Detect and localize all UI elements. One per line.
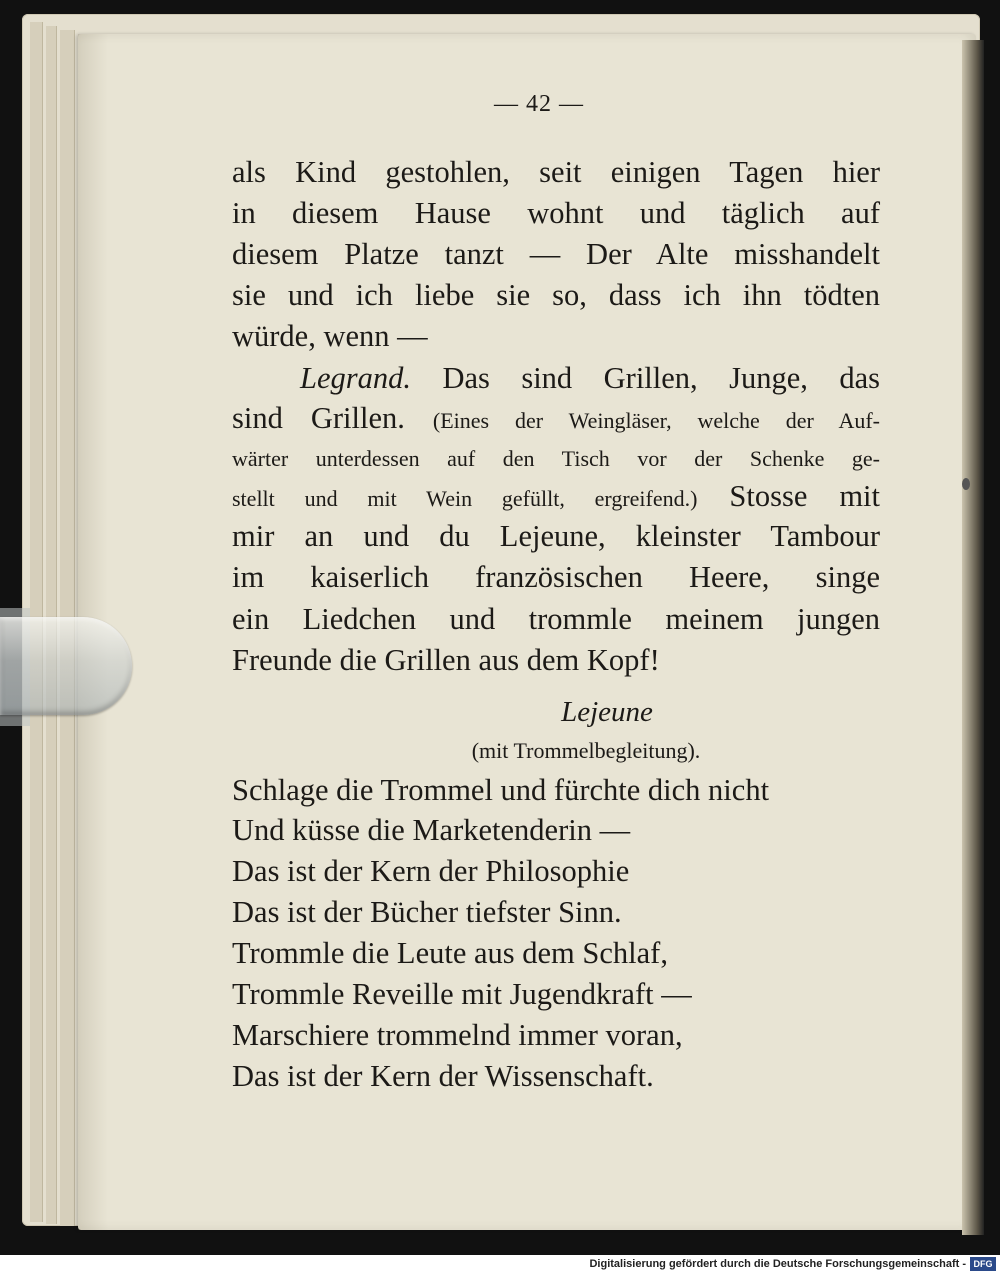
legrand-line bbox=[300, 358, 880, 399]
verse-line: Trommle die Leute aus dem Schlaf, bbox=[232, 936, 668, 970]
text-line: sie und ich liebe sie so, dass ich ihn tödten bbox=[232, 278, 880, 312]
text-line: diesem Platze tanzt — Der Alte misshandelt bbox=[232, 237, 880, 271]
binding-pin bbox=[962, 478, 970, 490]
stage-direction: (Eines der Weingläser, welche der Auf- bbox=[432, 408, 880, 433]
verse-line: Das ist der Kern der Philosophie bbox=[232, 854, 630, 888]
text-line: mir an und du Lejeune, kleinster Tambour bbox=[232, 519, 880, 553]
speaker-heading: Lejeune bbox=[561, 696, 653, 728]
text-line: im kaiserlich französischen Heere, singe bbox=[232, 560, 880, 594]
verse-line: Marschiere trommelnd immer voran, bbox=[232, 1018, 683, 1052]
verse-line: Das ist der Bücher tiefster Sinn. bbox=[232, 895, 622, 929]
dfg-logo-icon: DFG bbox=[970, 1257, 996, 1271]
text-line: als Kind gestohlen, seit einigen Tagen hier bbox=[232, 155, 880, 189]
legrand-line bbox=[232, 398, 880, 441]
footer-credit: Digitalisierung gefördert durch die Deutsche Forschungsgemeinschaft - bbox=[589, 1258, 966, 1270]
digitization-footer bbox=[0, 1255, 1000, 1275]
verse-line: Trommle Reveille mit Jugendkraft — bbox=[232, 977, 692, 1011]
stage-direction: (mit Trommelbegleitung). bbox=[471, 738, 701, 763]
page-clip bbox=[0, 617, 132, 715]
dialogue-text: Das sind Grillen, Junge, das bbox=[411, 361, 880, 395]
verse-line: Schlage die Trommel und fürchte dich nicht bbox=[232, 773, 770, 807]
stage-direction: stellt und mit Wein gefüllt, ergreifend.) bbox=[232, 486, 698, 511]
text-line: würde, wenn — bbox=[232, 319, 428, 353]
stage-direction-line: wärter unterdessen auf den Tisch vor der Schenke ge- bbox=[232, 446, 880, 471]
text-line: in diesem Hause wohnt und täglich auf bbox=[232, 196, 880, 230]
dialogue-text: Stosse mit bbox=[697, 479, 881, 513]
dialogue-text: sind Grillen. bbox=[232, 401, 433, 435]
page-number: — 42 — bbox=[494, 91, 584, 117]
binding-edge bbox=[962, 40, 984, 1235]
verse-line: Das ist der Kern der Wissenschaft. bbox=[232, 1059, 654, 1093]
text-line: ein Liedchen und trommle meinem jungen bbox=[232, 602, 880, 636]
text-line: Freunde die Grillen aus dem Kopf! bbox=[232, 643, 660, 677]
legrand-line bbox=[232, 476, 880, 519]
verse-line: Und küsse die Marketenderin — bbox=[232, 813, 631, 847]
speaker-name: Legrand. bbox=[300, 361, 411, 395]
